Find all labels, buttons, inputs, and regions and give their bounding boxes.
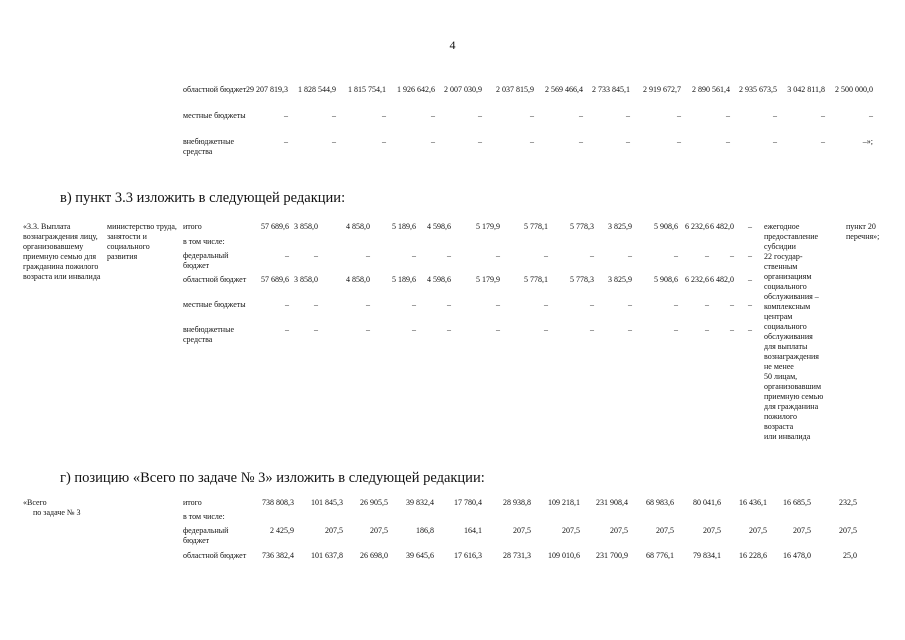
- result-line: субсидии: [764, 242, 796, 251]
- table-cell: 16 478,0: [783, 551, 811, 560]
- table-cell: –: [496, 300, 500, 309]
- table-cell: –: [544, 325, 548, 334]
- table-cell: 28 938,8: [503, 498, 531, 507]
- table-cell: –: [726, 137, 730, 146]
- table-cell: 6 232,6: [685, 222, 709, 231]
- table-cell: 207,5: [370, 526, 388, 535]
- table-cell: 26 698,0: [360, 551, 388, 560]
- result-line: возраста: [764, 422, 794, 431]
- result-line: пожилого: [764, 412, 797, 421]
- result-line: 22 государ-: [764, 252, 803, 261]
- row-label: местные бюджеты: [183, 111, 246, 120]
- table-cell: –: [285, 251, 289, 260]
- table-cell: –: [821, 111, 825, 120]
- result-line: социального: [764, 322, 807, 331]
- result-line: или инвалида: [764, 432, 811, 441]
- measure-name: «3.3. Выплата вознаграждения лицу, организовавшему приемную семью для гражданина пожилого возраста или инвалида: [23, 222, 101, 281]
- table-cell: –: [366, 251, 370, 260]
- table-cell: –: [478, 137, 482, 146]
- table-cell: –: [677, 111, 681, 120]
- table-cell: –: [730, 325, 734, 334]
- table-cell: –»;: [862, 137, 873, 146]
- result-line: предоставление: [764, 232, 819, 241]
- table-cell: –: [284, 111, 288, 120]
- row-label: итого: [183, 498, 202, 507]
- result-line: вознаграждения: [764, 352, 819, 361]
- table-cell: –: [674, 251, 678, 260]
- table-cell: 5 189,6: [392, 275, 416, 284]
- result-line: обслуживания –: [764, 292, 819, 301]
- table-cell: –: [496, 251, 500, 260]
- row-label: в том числе:: [183, 512, 225, 521]
- table-cell: –: [366, 300, 370, 309]
- table-cell: –: [478, 111, 482, 120]
- normative-link: [846, 222, 904, 242]
- table-cell: 1 828 544,9: [298, 85, 336, 94]
- table-row: [0, 526, 905, 550]
- row-label: местные бюджеты: [183, 300, 246, 309]
- table-cell: –: [590, 325, 594, 334]
- total-title-line: «Всего: [23, 498, 47, 507]
- table-cell: –: [530, 137, 534, 146]
- table-cell: 207,5: [839, 526, 857, 535]
- table-cell: 5 778,3: [570, 222, 594, 231]
- table-cell: 232,5: [839, 498, 857, 507]
- table-cell: 6 232,6: [685, 275, 709, 284]
- table-cell: 25,0: [843, 551, 857, 560]
- table-cell: 5 908,6: [654, 275, 678, 284]
- table-cell: –: [628, 251, 632, 260]
- table-cell: –: [496, 325, 500, 334]
- table-cell: –: [530, 111, 534, 120]
- row-label: федеральный бюджет: [183, 251, 229, 270]
- table-cell: 5 908,6: [654, 222, 678, 231]
- table-cell: 28 731,3: [503, 551, 531, 560]
- result-line: обслуживания: [764, 332, 813, 341]
- row-label: итого: [183, 222, 202, 231]
- table-cell: 736 382,4: [262, 551, 294, 560]
- table-cell: –: [366, 325, 370, 334]
- table-cell: –: [544, 251, 548, 260]
- table-cell: 17 616,3: [454, 551, 482, 560]
- table-cell: –: [674, 300, 678, 309]
- table-cell: –: [590, 251, 594, 260]
- table-cell: 207,5: [749, 526, 767, 535]
- table-cell: 79 834,1: [693, 551, 721, 560]
- table-cell: 109 010,6: [548, 551, 580, 560]
- table-cell: 3 858,0: [294, 222, 318, 231]
- row-label: федеральный бюджет: [183, 526, 229, 545]
- table-cell: –: [869, 111, 873, 120]
- heading-b: в) пункт 3.3 изложить в следующей редакции:: [60, 190, 346, 206]
- table-cell: –: [285, 325, 289, 334]
- table-cell: 3 858,0: [294, 275, 318, 284]
- expected-result: [764, 222, 842, 442]
- table-cell: –: [382, 111, 386, 120]
- table-row: [0, 551, 905, 575]
- table-row: [0, 111, 905, 135]
- table-cell: 207,5: [610, 526, 628, 535]
- result-line: приемную семью: [764, 392, 824, 401]
- table-cell: 2 919 672,7: [643, 85, 681, 94]
- result-line: для выплаты: [764, 342, 808, 351]
- table-cell: 1 926 642,6: [397, 85, 435, 94]
- table-cell: –: [332, 111, 336, 120]
- table-row: [0, 137, 905, 161]
- table-cell: –: [447, 251, 451, 260]
- table-cell: 26 905,5: [360, 498, 388, 507]
- table-cell: –: [412, 300, 416, 309]
- table-cell: 4 598,6: [427, 275, 451, 284]
- table-cell: 29 207 819,3: [246, 85, 288, 94]
- table-cell: –: [332, 137, 336, 146]
- table-cell: 101 637,8: [311, 551, 343, 560]
- table-cell: 207,5: [325, 526, 343, 535]
- result-line: для гражданина: [764, 402, 819, 411]
- table-cell: 101 845,3: [311, 498, 343, 507]
- result-line: 50 лицам,: [764, 372, 798, 381]
- row-label: внебюджетные средства: [183, 325, 234, 344]
- table-cell: 6 482,0: [710, 275, 734, 284]
- table-cell: –: [544, 300, 548, 309]
- table-cell: 5 189,6: [392, 222, 416, 231]
- table-cell: 2 425,9: [270, 526, 294, 535]
- table-cell: 2 500 000,0: [835, 85, 873, 94]
- table-cell: –: [431, 137, 435, 146]
- result-line: комплексным: [764, 302, 811, 311]
- table-cell: 2 569 466,4: [545, 85, 583, 94]
- table-cell: –: [590, 300, 594, 309]
- table-cell: 207,5: [703, 526, 721, 535]
- table-cell: –: [748, 251, 752, 260]
- table-cell: –: [705, 251, 709, 260]
- table-cell: 5 778,3: [570, 275, 594, 284]
- table-cell: 5 179,9: [476, 222, 500, 231]
- table-cell: 17 780,4: [454, 498, 482, 507]
- page-number: 4: [449, 38, 456, 52]
- table-cell: 3 042 811,8: [787, 85, 825, 94]
- table-cell: 3 825,9: [608, 222, 632, 231]
- result-line: ственным: [764, 262, 798, 271]
- result-line: центрам: [764, 312, 793, 321]
- result-line: ежегодное: [764, 222, 800, 231]
- table-cell: –: [705, 325, 709, 334]
- table-cell: –: [285, 300, 289, 309]
- result-line: не менее: [764, 362, 794, 371]
- row-label: внебюджетные средства: [183, 137, 234, 156]
- table-cell: –: [579, 137, 583, 146]
- table-cell: 164,1: [464, 526, 482, 535]
- table-cell: 186,8: [416, 526, 434, 535]
- table-cell: –: [821, 137, 825, 146]
- table-cell: 2 935 673,5: [739, 85, 777, 94]
- table-cell: 738 808,3: [262, 498, 294, 507]
- table-cell: 207,5: [793, 526, 811, 535]
- table-cell: 16 228,6: [739, 551, 767, 560]
- table-cell: –: [748, 325, 752, 334]
- heading-g: г) позицию «Всего по задаче № 3» изложить в следующей редакции:: [60, 470, 485, 486]
- table-cell: –: [626, 111, 630, 120]
- table-cell: –: [412, 325, 416, 334]
- table-cell: 2 037 815,9: [496, 85, 534, 94]
- table-cell: –: [705, 300, 709, 309]
- row-label: в том числе:: [183, 237, 225, 246]
- table-cell: 1 815 754,1: [348, 85, 386, 94]
- table-cell: 5 778,1: [524, 222, 548, 231]
- table-cell: –: [579, 111, 583, 120]
- table-cell: 2 890 561,4: [692, 85, 730, 94]
- link-line: пункт 20: [846, 222, 876, 231]
- table-cell: 4 858,0: [346, 275, 370, 284]
- table-cell: –: [674, 325, 678, 334]
- table-cell: 3 825,9: [608, 275, 632, 284]
- table-cell: 5 778,1: [524, 275, 548, 284]
- total-title-line: по задаче № 3: [33, 508, 81, 517]
- result-line: социального: [764, 282, 807, 291]
- table-cell: 57 689,6: [261, 275, 289, 284]
- table-cell: –: [748, 222, 752, 231]
- table-cell: 2 007 030,9: [444, 85, 482, 94]
- table-cell: 6 482,0: [710, 222, 734, 231]
- table-cell: –: [431, 111, 435, 120]
- table-cell: –: [730, 251, 734, 260]
- table-row: [0, 85, 905, 109]
- table-cell: –: [748, 275, 752, 284]
- table-cell: 4 858,0: [346, 222, 370, 231]
- table-cell: 16 436,1: [739, 498, 767, 507]
- result-line: организациям: [764, 272, 812, 281]
- table-cell: 39 645,6: [406, 551, 434, 560]
- row-label: областной бюджет: [183, 275, 247, 284]
- table-cell: 80 041,6: [693, 498, 721, 507]
- table-cell: –: [412, 251, 416, 260]
- table-cell: 109 218,1: [548, 498, 580, 507]
- table-cell: –: [677, 137, 681, 146]
- table-cell: 231 700,9: [596, 551, 628, 560]
- table-cell: –: [730, 300, 734, 309]
- table-cell: 4 598,6: [427, 222, 451, 231]
- table-cell: –: [626, 137, 630, 146]
- table-cell: –: [447, 300, 451, 309]
- table-cell: –: [773, 111, 777, 120]
- table-cell: –: [447, 325, 451, 334]
- table-cell: 57 689,6: [261, 222, 289, 231]
- table-cell: –: [314, 325, 318, 334]
- link-line: перечня»;: [846, 232, 880, 241]
- table-cell: 68 983,6: [646, 498, 674, 507]
- table-cell: –: [314, 251, 318, 260]
- table-cell: –: [382, 137, 386, 146]
- row-label: областной бюджет: [183, 85, 247, 94]
- table-cell: 39 832,4: [406, 498, 434, 507]
- table-cell: 68 776,1: [646, 551, 674, 560]
- table-cell: 207,5: [513, 526, 531, 535]
- table-cell: 2 733 845,1: [592, 85, 630, 94]
- row-label: областной бюджет: [183, 551, 247, 560]
- table-cell: 207,5: [656, 526, 674, 535]
- table-cell: –: [748, 300, 752, 309]
- table-cell: –: [628, 325, 632, 334]
- result-line: организовавшим: [764, 382, 822, 391]
- executor-name: министерство труда, занятости и социального развития: [107, 222, 177, 261]
- table-cell: 5 179,9: [476, 275, 500, 284]
- table-cell: 231 908,4: [596, 498, 628, 507]
- table-cell: –: [284, 137, 288, 146]
- table-cell: –: [628, 300, 632, 309]
- table-cell: 207,5: [562, 526, 580, 535]
- table-cell: –: [726, 111, 730, 120]
- table-cell: –: [773, 137, 777, 146]
- table-cell: –: [314, 300, 318, 309]
- table-cell: 16 685,5: [783, 498, 811, 507]
